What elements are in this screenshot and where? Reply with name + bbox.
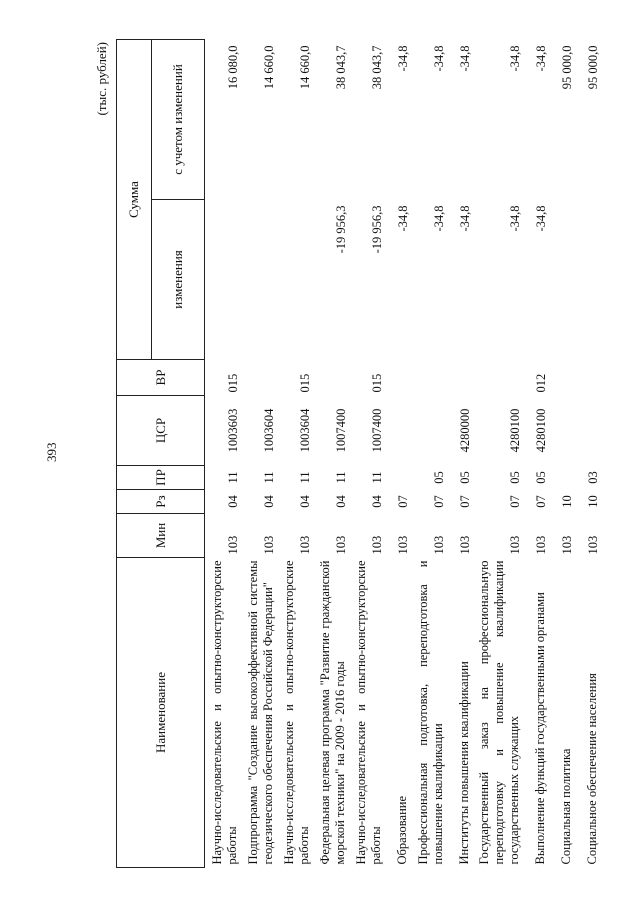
- header-vr: ВР: [117, 360, 205, 396]
- row-csr: [411, 396, 447, 466]
- table-row: [277, 40, 313, 868]
- row-name: Научно-исследовательские и опытно-конструкторские работы: [210, 560, 240, 865]
- row-vr: 015: [369, 373, 384, 393]
- row-min: 103: [261, 535, 276, 555]
- row-total: 14 660,0: [261, 45, 276, 90]
- row-name: Подпрограмма "Создание высокоэффективной системы геодезического обеспечения Российской Федерации": [246, 560, 276, 865]
- row-csr: 1007400: [369, 408, 384, 453]
- table-row: [473, 40, 523, 868]
- row-rz: 04: [369, 495, 384, 508]
- row-min: 103: [533, 535, 548, 555]
- row-vr: [549, 360, 575, 396]
- row-change: [575, 200, 601, 360]
- row-total: 14 660,0: [297, 45, 312, 90]
- row-rz: 04: [297, 495, 312, 508]
- row-total: 95 000,0: [559, 45, 574, 90]
- row-name: Институты повышения квалификации: [457, 661, 472, 865]
- row-csr: 1003604: [297, 408, 312, 453]
- row-pr: 05: [431, 471, 446, 484]
- table-row: [349, 40, 385, 868]
- row-change: -34,8: [395, 205, 410, 232]
- row-pr: 11: [333, 471, 348, 484]
- row-pr: 05: [457, 471, 472, 484]
- header-with-change: с учетом изменений: [152, 40, 205, 200]
- row-min: 103: [369, 535, 384, 555]
- row-min: 103: [431, 535, 446, 555]
- row-pr: 11: [225, 471, 240, 484]
- row-name: Выполнение функций государственными органами: [533, 592, 548, 865]
- table-row: [205, 40, 241, 868]
- budget-table: [116, 39, 601, 868]
- row-name: Научно-исследовательские и опытно-конструкторские работы: [282, 560, 312, 865]
- row-name: Профессиональная подготовка, переподготовка и повышение квалификации: [416, 560, 446, 865]
- table-row: [241, 40, 277, 868]
- row-change: -34,8: [431, 205, 446, 232]
- row-min: 103: [395, 535, 410, 555]
- row-rz: 10: [559, 495, 574, 508]
- row-total: 95 000,0: [585, 45, 600, 90]
- row-name: Социальная политика: [559, 748, 574, 865]
- row-pr: 11: [261, 471, 276, 484]
- row-min: 103: [559, 535, 574, 555]
- rotated-page-content: [96, 38, 602, 868]
- row-csr: [575, 396, 601, 466]
- row-pr: 05: [507, 471, 522, 484]
- row-total: -34,8: [431, 45, 446, 72]
- row-pr: 11: [369, 471, 384, 484]
- header-sum: Сумма: [117, 40, 152, 360]
- page-number: 393: [44, 442, 59, 462]
- table-row: [411, 40, 447, 868]
- row-change: [205, 200, 241, 360]
- table-row: [549, 40, 575, 868]
- row-csr: 4280100: [533, 408, 548, 453]
- row-pr: [385, 466, 411, 490]
- row-name: Государственный заказ на профессиональную переподготовку и повышение квалификации государственных служащих: [476, 560, 522, 865]
- row-vr: [473, 360, 523, 396]
- row-vr: [241, 360, 277, 396]
- row-total: -34,8: [457, 45, 472, 72]
- row-pr: [549, 466, 575, 490]
- row-rz: 07: [457, 495, 472, 508]
- units-label: (тыс. рублей): [94, 42, 109, 116]
- row-vr: 015: [225, 373, 240, 393]
- header-csr: ЦСР: [117, 396, 205, 466]
- row-rz: 04: [261, 495, 276, 508]
- row-total: 38 043,7: [369, 45, 384, 90]
- table-row: [385, 40, 411, 868]
- row-min: 103: [297, 535, 312, 555]
- row-total: 38 043,7: [333, 45, 348, 90]
- row-rz: 07: [395, 495, 410, 508]
- row-pr: 11: [297, 471, 312, 484]
- row-name: Научно-исследовательские и опытно-конструкторские работы: [354, 560, 384, 865]
- row-name: Образование: [395, 795, 410, 865]
- row-min: 103: [457, 535, 472, 555]
- row-rz: 04: [225, 495, 240, 508]
- row-total: -34,8: [395, 45, 410, 72]
- row-total: 16 080,0: [225, 45, 240, 90]
- row-min: 103: [585, 535, 600, 555]
- row-rz: 04: [333, 495, 348, 508]
- row-change: [277, 200, 313, 360]
- row-change: -34,8: [533, 205, 548, 232]
- row-csr: 4280100: [507, 408, 522, 453]
- row-vr: [575, 360, 601, 396]
- row-rz: 10: [585, 495, 600, 508]
- table-header: [117, 40, 205, 868]
- row-csr: [385, 396, 411, 466]
- row-vr: 015: [297, 373, 312, 393]
- header-min: Мин: [117, 514, 205, 558]
- row-rz: 07: [533, 495, 548, 508]
- header-change: изменения: [152, 200, 205, 360]
- header-pr: ПР: [117, 466, 205, 490]
- row-min: 103: [507, 535, 522, 555]
- row-vr: [313, 360, 349, 396]
- row-total: -34,8: [507, 45, 522, 72]
- row-change: -19 956,3: [333, 205, 348, 254]
- row-change: -34,8: [457, 205, 472, 232]
- row-pr: 05: [533, 471, 548, 484]
- table-body: [205, 40, 601, 868]
- table-row: [313, 40, 349, 868]
- row-rz: 07: [431, 495, 446, 508]
- row-vr: [411, 360, 447, 396]
- table-row: [447, 40, 473, 868]
- row-vr: [385, 360, 411, 396]
- row-change: [549, 200, 575, 360]
- row-csr: 1003604: [261, 408, 276, 453]
- header-name: Наименование: [117, 558, 205, 868]
- row-csr: 1007400: [333, 408, 348, 453]
- row-vr: [447, 360, 473, 396]
- table-row: [523, 40, 549, 868]
- row-total: -34,8: [533, 45, 548, 72]
- table-row: [575, 40, 601, 868]
- header-rz: Рз: [117, 490, 205, 514]
- row-change: -34,8: [507, 205, 522, 232]
- row-change: [241, 200, 277, 360]
- row-min: 103: [225, 535, 240, 555]
- row-min: 103: [333, 535, 348, 555]
- row-csr: 1003603: [225, 408, 240, 453]
- row-vr: 012: [533, 373, 548, 393]
- row-csr: 4280000: [457, 408, 472, 453]
- row-change: -19 956,3: [369, 205, 384, 254]
- row-csr: [549, 396, 575, 466]
- row-name: Социальное обеспечение населения: [585, 673, 600, 865]
- row-pr: 03: [585, 471, 600, 484]
- row-rz: 07: [507, 495, 522, 508]
- row-name: Федеральная целевая программа "Развитие гражданской морской техники" на 2009 - 2016 годы: [318, 560, 348, 865]
